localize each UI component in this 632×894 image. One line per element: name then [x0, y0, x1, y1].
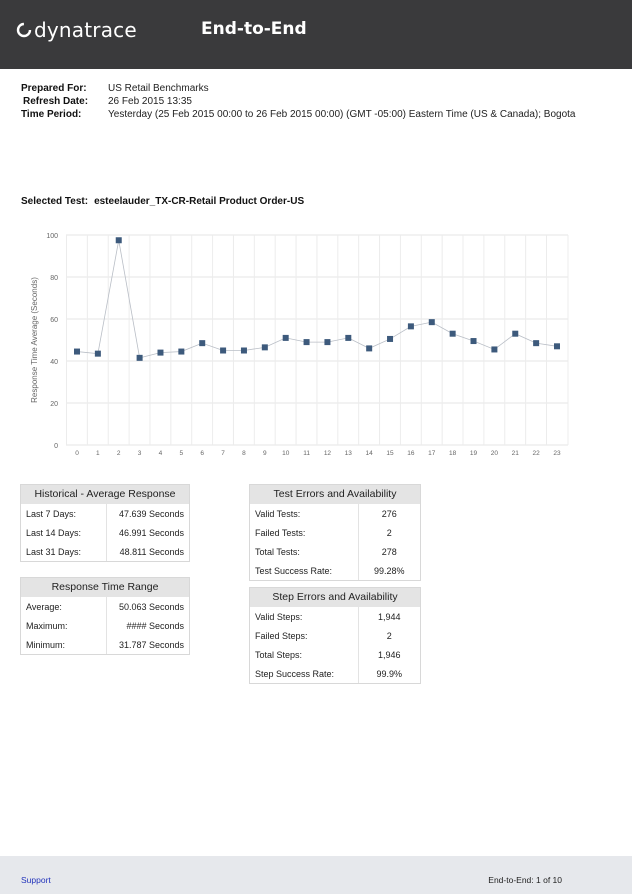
row-label: Test Success Rate: — [255, 565, 333, 576]
x-tick-label: 15 — [386, 450, 394, 457]
panel-title: Response Time Range — [21, 578, 189, 597]
meta-label: Time Period: — [21, 109, 82, 120]
x-tick-label: 20 — [490, 450, 499, 457]
data-point — [304, 339, 310, 345]
meta-value: Yesterday (25 Feb 2015 00:00 to 26 Feb 2015 00:00) (GMT -05:00) Eastern Time (US & Canada); Bogota — [108, 109, 576, 120]
meta-refresh-date — [21, 95, 608, 108]
row-value: 46.991 Seconds — [106, 523, 189, 542]
table-row — [21, 504, 189, 523]
test-errors-panel — [249, 484, 421, 581]
row-label: Valid Steps: — [255, 611, 303, 622]
data-point — [408, 323, 414, 329]
data-point — [324, 339, 330, 345]
y-axis-label: Response Time Average (Seconds) — [30, 277, 39, 403]
selected-test-label: Selected Test: — [21, 196, 89, 207]
historical-average-panel — [20, 484, 190, 562]
x-tick-label: 18 — [449, 450, 457, 457]
row-label: Total Tests: — [255, 546, 300, 557]
x-tick-label: 11 — [303, 450, 310, 457]
y-tick-label: 0 — [54, 443, 58, 450]
row-label: Failed Steps: — [255, 630, 308, 641]
range-table — [21, 597, 189, 654]
selected-test-value: esteelauder_TX-CR-Retail Product Order-US — [94, 196, 305, 207]
x-tick-label: 4 — [158, 450, 163, 457]
row-label: Failed Tests: — [255, 527, 306, 538]
x-tick-label: 2 — [116, 450, 121, 457]
row-value: 1,946 — [358, 645, 420, 664]
meta-label: Refresh Date: — [23, 96, 89, 107]
x-tick-label: 8 — [242, 450, 246, 457]
row-value: 50.063 Seconds — [106, 597, 189, 616]
data-point — [450, 331, 456, 337]
meta-time-period — [21, 108, 608, 121]
table-row — [250, 607, 420, 626]
table-row — [250, 504, 420, 523]
x-tick-label: 1 — [96, 450, 100, 457]
data-point — [262, 344, 268, 350]
row-value: 276 — [358, 504, 420, 523]
row-label: Last 14 Days: — [26, 527, 82, 538]
data-point — [178, 349, 184, 355]
data-point — [95, 351, 101, 357]
historical-table — [21, 504, 189, 561]
x-tick-label: 19 — [469, 450, 478, 457]
table-row — [21, 597, 189, 616]
x-tick-label: 6 — [200, 450, 205, 457]
y-tick-label: 100 — [46, 233, 58, 240]
brand-name: dynatrace — [34, 18, 137, 42]
table-row — [21, 616, 189, 635]
row-value: 47.639 Seconds — [106, 504, 189, 523]
x-tick-label: 12 — [323, 450, 332, 457]
data-point — [366, 345, 372, 351]
data-point — [157, 350, 163, 356]
x-tick-label: 16 — [407, 450, 415, 457]
x-tick-label: 9 — [263, 450, 267, 457]
panel-title: Historical - Average Response — [21, 485, 189, 504]
data-point — [387, 336, 393, 342]
x-tick-label: 17 — [428, 450, 436, 457]
data-point — [554, 343, 560, 349]
report-footer — [0, 856, 632, 894]
table-row — [250, 542, 420, 561]
selected-test — [21, 196, 304, 207]
x-tick-label: 23 — [553, 450, 561, 457]
row-label: Last 7 Days: — [26, 508, 77, 519]
row-value: 48.811 Seconds — [106, 542, 189, 561]
y-tick-label: 40 — [50, 359, 58, 366]
data-point — [345, 335, 351, 341]
table-row — [250, 645, 420, 664]
row-label: Minimum: — [26, 639, 66, 650]
support-link[interactable]: Support — [21, 875, 51, 885]
row-label: Total Steps: — [255, 649, 303, 660]
report-header — [0, 0, 632, 69]
data-point — [241, 348, 247, 354]
data-point — [512, 331, 518, 337]
panel-title: Test Errors and Availability — [250, 485, 420, 504]
table-row — [250, 523, 420, 542]
step-errors-panel — [249, 587, 421, 684]
response-time-range-panel — [20, 577, 190, 655]
x-tick-label: 10 — [282, 450, 290, 457]
row-label: Last 31 Days: — [26, 546, 82, 557]
y-tick-label: 20 — [50, 401, 58, 408]
x-tick-label: 3 — [137, 450, 142, 457]
meta-value: US Retail Benchmarks — [108, 83, 209, 94]
row-label: Maximum: — [26, 620, 68, 631]
report-title: End-to-End — [201, 19, 307, 39]
test-errors-table — [250, 504, 420, 580]
meta-prepared-for — [21, 82, 608, 95]
row-value: 1,944 — [358, 607, 420, 626]
x-tick-label: 0 — [75, 450, 79, 457]
table-row — [250, 664, 420, 683]
table-row — [21, 635, 189, 654]
table-row — [21, 542, 189, 561]
page-number: End-to-End: 1 of 10 — [488, 875, 562, 885]
chart-svg — [0, 222, 632, 462]
brand-logo — [16, 18, 137, 42]
report-meta — [21, 82, 608, 121]
x-tick-label: 7 — [221, 450, 225, 457]
data-point — [116, 237, 122, 243]
data-point — [283, 335, 289, 341]
dynatrace-logo-icon — [16, 22, 32, 38]
step-errors-table — [250, 607, 420, 683]
panel-title: Step Errors and Availability — [250, 588, 420, 607]
data-point — [429, 319, 435, 325]
row-label: Step Success Rate: — [255, 668, 335, 679]
row-value: 31.787 Seconds — [106, 635, 189, 654]
data-point — [137, 355, 143, 361]
row-value: 2 — [358, 626, 420, 645]
table-row — [21, 523, 189, 542]
data-point — [199, 340, 205, 346]
row-label: Average: — [26, 601, 62, 612]
row-value: 99.28% — [358, 561, 420, 580]
response-time-chart — [0, 222, 632, 462]
data-point — [74, 349, 80, 355]
y-tick-label: 60 — [50, 317, 58, 324]
y-tick-label: 80 — [50, 275, 58, 282]
row-label: Valid Tests: — [255, 508, 301, 519]
data-point — [471, 338, 477, 344]
data-point — [491, 346, 497, 352]
meta-label: Prepared For: — [21, 83, 87, 94]
x-tick-label: 21 — [511, 450, 519, 457]
x-tick-label: 14 — [365, 450, 373, 457]
data-point — [533, 340, 539, 346]
x-tick-label: 22 — [532, 450, 540, 457]
data-point — [220, 348, 226, 354]
row-value: 2 — [358, 523, 420, 542]
x-tick-label: 13 — [344, 450, 352, 457]
table-row — [250, 561, 420, 580]
row-value: 278 — [358, 542, 420, 561]
x-tick-label: 5 — [179, 450, 184, 457]
meta-value: 26 Feb 2015 13:35 — [108, 96, 192, 107]
row-value: 99.9% — [358, 664, 420, 683]
row-value: #### Seconds — [106, 616, 189, 635]
table-row — [250, 626, 420, 645]
